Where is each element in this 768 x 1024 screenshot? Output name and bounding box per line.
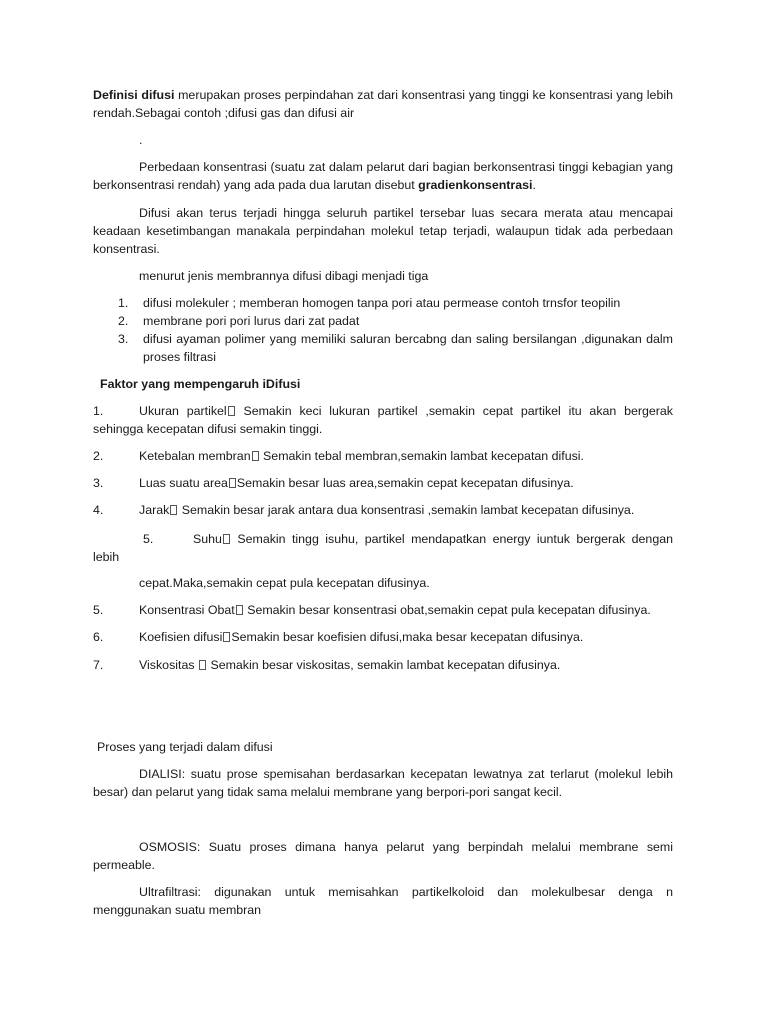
dialisi-paragraph: DIALISI: suatu prose spemisahan berdasarkan kecepatan lewatnya zat terlarut (molekul lebih besar) dan pelarut yang tidak sama melalui membrane yang berpori-pori sangat kecil.	[93, 767, 673, 799]
proses-heading: Proses yang terjadi dalam difusi	[97, 740, 273, 754]
factor-text: Semakin besar viskositas, semakin lambat kecepatan difusinya.	[207, 658, 561, 672]
missing-glyph-icon	[199, 660, 206, 670]
factor-name: Suhu	[193, 532, 222, 546]
missing-glyph-icon	[223, 534, 230, 544]
factor-name: Koefisien difusi	[139, 630, 223, 644]
list-item-number: 7.	[93, 658, 104, 672]
list-item-number: 6.	[93, 630, 104, 644]
factor-text: Semakin besar luas area,semakin cepat kecepatan difusinya.	[236, 476, 574, 490]
list-item	[93, 402, 673, 438]
factor-name: Ketebalan membran	[139, 449, 251, 463]
list-item-number: 3.	[93, 476, 104, 490]
list-item-number: 2.	[93, 449, 104, 463]
list-item	[118, 294, 673, 312]
list-item	[118, 330, 673, 366]
factor-name: Konsentrasi Obat	[139, 603, 235, 617]
list-item-text: membrane pori pori lurus dari zat padat	[143, 314, 360, 328]
gradient-term: gradienkonsentrasi	[418, 178, 533, 192]
definition-text: merupakan proses perpindahan zat dari konsentrasi yang tinggi ke konsentrasi yang lebih rendah.Sebagai contoh ;difusi gas dan difusi air	[93, 88, 673, 120]
factor-text: Semakin besar jarak antara dua konsentrasi ,semakin lambat kecepatan difusinya.	[178, 503, 635, 517]
list-item-number: 4.	[93, 503, 104, 517]
list-item	[118, 312, 673, 330]
missing-glyph-icon	[228, 406, 235, 416]
missing-glyph-icon	[170, 505, 177, 515]
list-item-number: 1.	[93, 404, 104, 418]
list-item-number: 2.	[118, 314, 129, 328]
list-item	[93, 530, 673, 566]
factor-name: Viskositas	[139, 658, 198, 672]
faktor-heading	[100, 375, 680, 393]
osmosis-paragraph: OSMOSIS: Suatu proses dimana hanya pelarut yang berpindah melalui membrane semi permeable.	[93, 840, 673, 872]
list-item-text: difusi molekuler ; memberan homogen tanpa pori atau permease contoh trnsfor teopilin	[143, 296, 621, 310]
definition-term: Definisi difusi	[93, 88, 175, 102]
missing-glyph-icon	[252, 451, 259, 461]
list-item	[93, 447, 673, 465]
factor-text: Semakin besar konsentrasi obat,semakin cepat pula kecepatan difusinya.	[243, 603, 651, 617]
missing-glyph-icon	[236, 605, 243, 615]
definition-paragraph	[93, 86, 673, 122]
list-item	[93, 474, 673, 492]
dot-line: .	[139, 133, 143, 147]
factor-text: Semakin besar koefisien difusi,maka besar kecepatan difusinya.	[231, 630, 584, 644]
list-item-number: 5.	[93, 603, 104, 617]
equilibrium-paragraph: Difusi akan terus terjadi hingga seluruh partikel tersebar luas secara merata atau mencapai keadaan kesetimbangan manakala perpindahan molekul tetap terjadi, walaupun tidak ada perbedaan konsentrasi.	[93, 206, 673, 256]
factor-continuation: cepat.Maka,semakin cepat pula kecepatan difusinya.	[139, 576, 430, 590]
membrane-intro: menurut jenis membrannya difusi dibagi menjadi tiga	[139, 269, 429, 283]
factor-text: Semakin keci lukuran partikel ,semakin cepat partikel itu akan bergerak sehingga kecepatan difusi semakin tinggi.	[93, 404, 673, 436]
missing-glyph-icon	[229, 478, 236, 488]
faktor-heading-text: Faktor yang mempengaruh iDifusi	[100, 377, 301, 391]
missing-glyph-icon	[223, 632, 230, 642]
list-item	[93, 656, 673, 674]
factor-name: Luas suatu area	[139, 476, 228, 490]
gradient-text: Perbedaan konsentrasi (suatu zat dalam pelarut dari bagian berkonsentrasi tinggi kebagian yang berkonsentrasi rendah) yang ada pada dua larutan disebut	[93, 160, 673, 192]
gradient-end: .	[532, 178, 536, 192]
list-item-number: 5.	[143, 532, 154, 546]
factor-name: Ukuran partikel	[139, 404, 227, 418]
list-item-text: difusi ayaman polimer yang memiliki saluran bercabng dan saling bersilangan ,digunakan dalm proses filtrasi	[143, 332, 673, 364]
ultrafiltrasi-paragraph: Ultrafiltrasi: digunakan untuk memisahkan partikelkoloid dan molekulbesar denga n menggunakan suatu membran	[93, 885, 673, 917]
list-item	[93, 501, 673, 519]
factor-name: Jarak	[139, 503, 170, 517]
list-item-number: 1.	[118, 296, 129, 310]
factor-text: Semakin tebal membran,semakin lambat kecepatan difusi.	[259, 449, 584, 463]
list-item	[93, 601, 673, 619]
list-item	[93, 628, 673, 646]
gradient-paragraph	[93, 158, 673, 194]
list-item-number: 3.	[118, 332, 129, 346]
factor-text: Semakin tingg isuhu, partikel mendapatkan energy iuntuk bergerak dengan lebih	[93, 532, 673, 564]
